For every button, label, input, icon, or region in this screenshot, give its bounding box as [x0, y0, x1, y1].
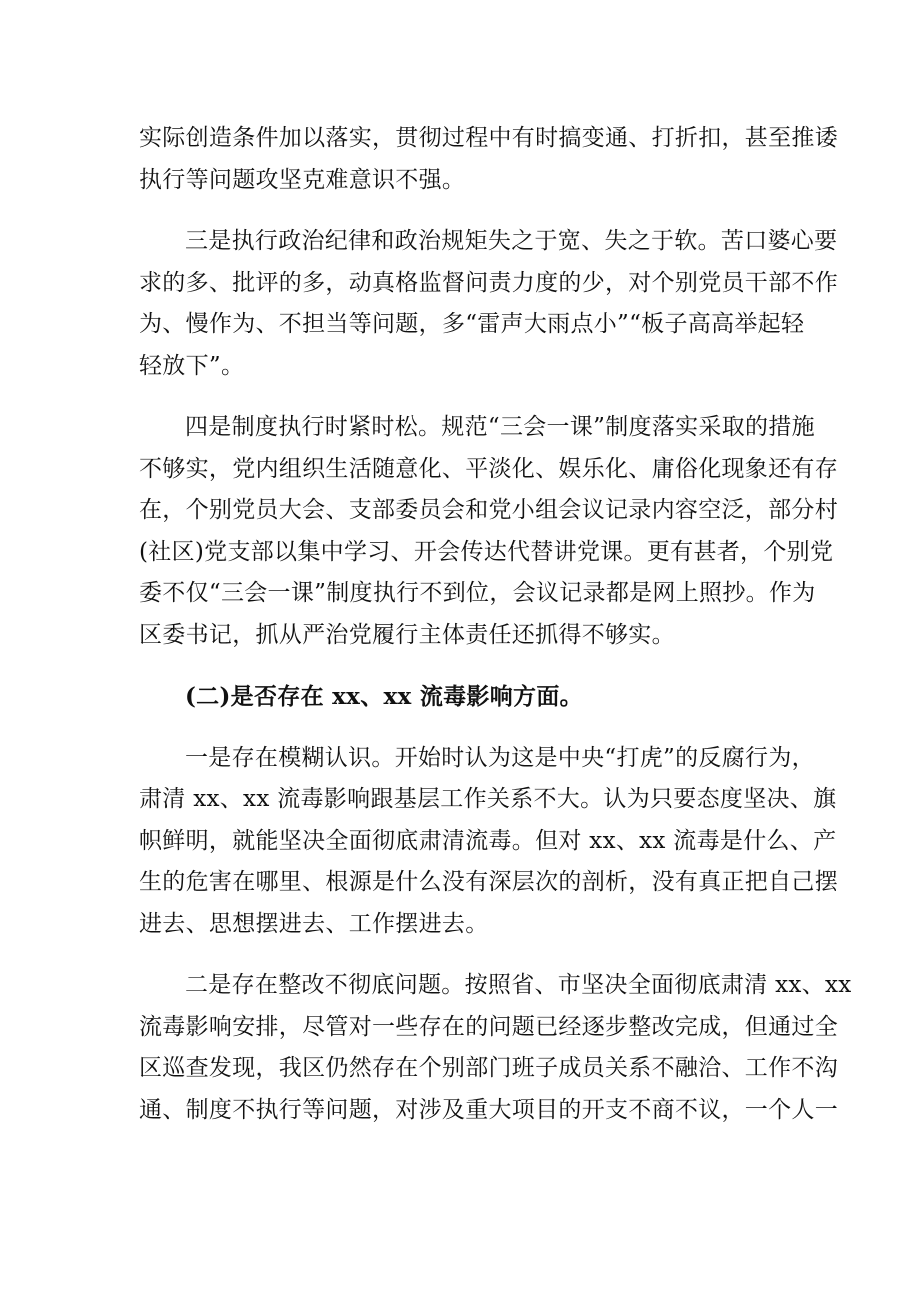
text-line: 流毒影响安排，尽管对一些存在的问题已经逐步整改完成，但通过全 [139, 1013, 838, 1040]
paragraph-6 [139, 965, 852, 1131]
text-line: 帜鲜明，就能坚决全面彻底肃清流毒。但对 xx、xx 流毒是什么、产 [139, 827, 837, 854]
text-line: 二是存在整改不彻底问题。按照省、市坚决全面彻底肃清 xx、xx [185, 972, 852, 998]
paragraph-1 [139, 118, 838, 201]
text-line: 区巡查发现，我区仍然存在个别部门班子成员关系不融洽、工作不沟 [139, 1055, 838, 1081]
text-line: 执行等问题攻坚克难意识不强。 [139, 166, 466, 193]
text-line: 不够实，党内组织生活随意化、平淡化、娱乐化、庸俗化现象还有存 [139, 455, 838, 482]
text-line: 三是执行政治纪律和政治规矩失之于宽、失之于软。苦口婆心要 [185, 228, 838, 254]
text-line: 求的多、批评的多，动真格监督问责力度的少，对个别党员干部不作 [139, 269, 838, 296]
text-line: 肃清 xx、xx 流毒影响跟基层工作关系不大。认为只要态度坚决、旗 [139, 786, 837, 812]
document-body [139, 118, 852, 1131]
text-line: (社区)党支部以集中学习、开会传达代替讲党课。更有甚者，个别党 [139, 538, 834, 565]
text-line: 实际创造条件加以落实，贯彻过程中有时搞变通、打折扣，甚至推诿 [139, 125, 838, 151]
text-line: 进去、思想摆进去、工作摆进去。 [139, 910, 489, 937]
heading-line: (二)是否存在 xx、xx 流毒影响方面。 [185, 683, 583, 710]
text-line: 轻放下”。 [139, 352, 245, 379]
text-line: 四是制度执行时紧时松。规范“三会一课”制度落实采取的措施 [185, 414, 815, 440]
paragraph-2 [139, 221, 838, 387]
text-line: 委不仅“三会一课”制度执行不到位，会议记录都是网上照抄。作为 [139, 580, 816, 606]
text-line: 通、制度不执行等问题，对涉及重大项目的开支不商不议，一个人一 [139, 1096, 838, 1123]
paragraph-5 [139, 738, 838, 946]
text-line: 为、慢作为、不担当等问题，多“雷声大雨点小”“板子高高举起轻 [139, 311, 805, 337]
paragraph-3 [139, 407, 838, 656]
text-line: 生的危害在哪里、根源是什么没有深层次的剖析，没有真正把自己摆 [139, 869, 838, 895]
text-line: 在，个别党员大会、支部委员会和党小组会议记录内容空泛，部分村 [139, 497, 838, 523]
section-heading [139, 676, 784, 718]
text-line: 区委书记，抓从严治党履行主体责任还抓得不够实。 [139, 621, 675, 648]
text-line: 一是存在模糊认识。开始时认为这是中央“打虎”的反腐行为， [185, 744, 815, 771]
